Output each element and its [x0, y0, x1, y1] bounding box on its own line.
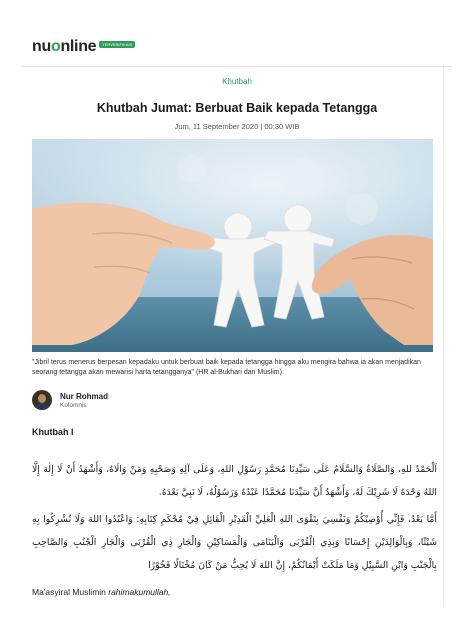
closing-italic: rahimakumullah,	[108, 587, 171, 597]
author-avatar[interactable]	[32, 390, 52, 410]
nu-online-logo[interactable]	[32, 38, 135, 56]
avatar-face	[38, 394, 46, 403]
header-divider	[22, 66, 452, 67]
content-border	[443, 67, 444, 607]
author-block[interactable]	[32, 390, 108, 410]
meta-separator: |	[260, 122, 265, 131]
avatar-body	[34, 403, 50, 410]
paper-people-hands-image	[32, 139, 433, 352]
article-photo	[32, 139, 433, 352]
article-category[interactable]: Khutbah	[222, 77, 252, 86]
arabic-paragraph-1: اَلْحَمْدُ للهِ، وَالصَّلَاةُ وَالسَّلَامُ عَلَى سَيِّدِنَا مُحَمَّدٍ رَسُوْلِ اللهِ، وَعَلَى آلِهِ وَصَحْبِهِ وَمَنْ وَالَاهُ، وَأَشْهَدُ أَنْ لَا إِلٰهَ إِلَّا اللهُ وَحْدَهُ لَا شَرِيْكَ لَهُ، وَأَشْهَدُ أَنَّ سَيِّدَنَا مُحَمَّدًا عَبْدُهُ وَرَسُوْلُهُ، لَا نَبِيَّ بَعْدَهُ.	[32, 464, 437, 498]
logo-text: nuonline	[32, 38, 97, 55]
site-header	[0, 0, 474, 66]
section-heading: Khutbah I	[32, 427, 74, 437]
photo-caption: "Jibril terus menerus berpesan kepadaku untuk berbuat baik kepada tetangga hingga aku mengira bahwa ia akan menjadikan seorang tetangga akan mewarisi harta tetangganya" (HR al-Bukhari dan Muslim).	[32, 359, 421, 376]
closing-line	[32, 587, 171, 597]
author-name[interactable]: Nur Rohmad	[60, 391, 108, 401]
article-meta	[0, 122, 474, 131]
article-time: 00:30 WIB	[264, 122, 300, 131]
article-date: Jum, 11 September 2020	[174, 122, 259, 131]
article-title: Khutbah Jumat: Berbuat Baik kepada Tetangga	[96, 101, 378, 115]
author-role: Kolomnis	[60, 401, 87, 409]
closing-plain: Ma'asyiral Muslimin	[32, 587, 109, 597]
arabic-paragraph-2: أَمَّا بَعْدُ، فَإِنِّي أُوْصِيْكُمْ وَنَفْسِيَ بِتَقْوَى اللهِ الْعَلِيِّ الْقَدِيْرِ الْقَائِلِ فِيْ مُحْكَمِ كِتَابِهِ: وَاعْبُدُوا اللهَ وَلَا تُشْرِكُوا بِهِ شَيْئًا، وَبِالْوَالِدَيْنِ إِحْسَانًا وَبِذِي الْقُرْبَى وَالْيَتَامَى وَالْمَسَاكِيْنِ وَالْجَارِ ذِي الْقُرْبَى وَالْجَارِ الْجُنُبِ وَالصَّاحِبِ بِالْجَنْبِ وَابْنِ السَّبِيْلِ وَمَا مَلَكَتْ أَيْمَانُكُمْ، إِنَّ اللهَ لَا يُحِبُّ مَنْ كَانَ مُخْتَالًا فَخُوْرًا	[32, 514, 437, 571]
arabic-text-block	[32, 458, 437, 581]
author-info	[60, 392, 108, 409]
verified-badge: TERVERIFIKASI	[99, 41, 135, 48]
